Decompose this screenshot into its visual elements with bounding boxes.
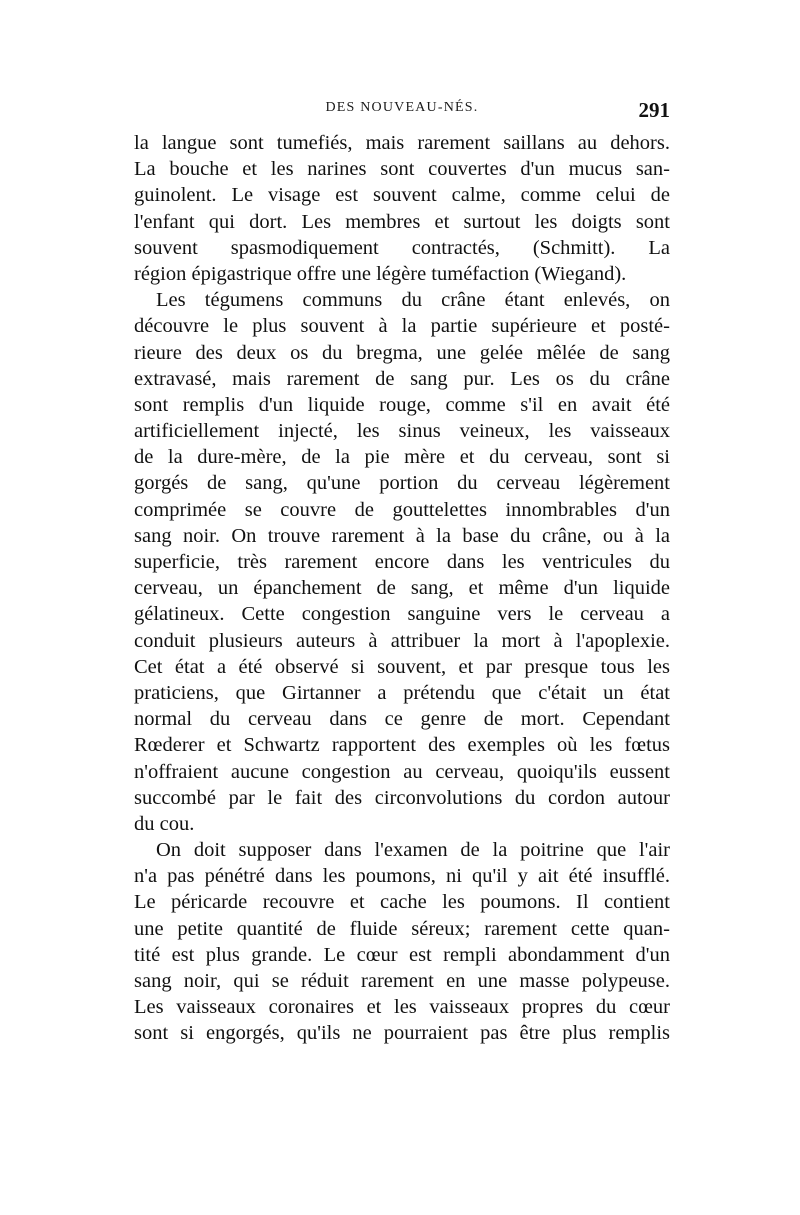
paragraph-2: [134, 287, 670, 837]
text-line: une petite quantité de fluide séreux; rarement cette quan-: [134, 917, 670, 940]
paragraph-3: [134, 837, 670, 1047]
text-line: La bouche et les narines sont couvertes d'un mucus san-: [134, 158, 670, 181]
text-line: praticiens, que Girtanner a prétendu que c'était un état: [134, 681, 670, 704]
text-line: Cet état a été observé si souvent, et par presque tous les: [134, 655, 670, 678]
text-line: superficie, très rarement encore dans les ventricules du: [134, 551, 670, 573]
text-line: sang noir. On trouve rarement à la base du crâne, ou à la: [134, 524, 670, 547]
text-line: sang noir, qui se réduit rarement en une masse polypeuse.: [134, 970, 670, 992]
text-line: Rœderer et Schwartz rapportent des exemples où les fœtus: [134, 734, 670, 757]
text-line: artificiellement injecté, les sinus veineux, les vaisseaux: [134, 420, 670, 443]
text-line: sont si engorgés, qu'ils ne pourraient pas être plus remplis: [134, 1022, 670, 1045]
text-line: rieure des deux os du bregma, une gelée mêlée de sang: [134, 341, 670, 364]
text-line: Les vaisseaux coronaires et les vaisseaux propres du cœur: [134, 996, 670, 1019]
text-line: n'offraient aucune congestion au cerveau, quoiqu'ils eussent: [134, 760, 670, 783]
text-line: l'enfant qui dort. Les membres et surtout les doigts sont: [134, 210, 670, 233]
text-line: Le péricarde recouvre et cache les poumons. Il contient: [134, 891, 670, 914]
text-line: n'a pas pénétré dans les poumons, ni qu'il y ait été insufflé.: [134, 865, 670, 888]
body-text: [134, 130, 670, 1047]
text-line: guinolent. Le visage est souvent calme, comme celui de: [134, 184, 670, 207]
text-line: de la dure-mère, de la pie mère et du cerveau, sont si: [134, 446, 670, 469]
running-head: [134, 98, 670, 128]
text-line: du cou.: [134, 812, 195, 835]
text-line: sont remplis d'un liquide rouge, comme s'il en avait été: [134, 393, 670, 416]
text-line: comprimée se couvre de gouttelettes innombrables d'un: [134, 498, 670, 521]
text-line: conduit plusieurs auteurs à attribuer la mort à l'apoplexie.: [134, 629, 670, 652]
text-line: gorgés de sang, qu'une portion du cerveau légèrement: [134, 472, 670, 495]
text-line: tité est plus grande. Le cœur est rempli abondamment d'un: [134, 943, 670, 966]
text-line: cerveau, un épanchement de sang, et même d'un liquide: [134, 577, 670, 600]
text-line: succombé par le fait des circonvolutions du cordon autour: [134, 786, 670, 809]
page-number: 291: [638, 98, 670, 122]
text-line: normal du cerveau dans ce genre de mort. Cependant: [134, 708, 670, 731]
text-line: souvent spasmodiquement contractés, (Schmitt). La: [134, 236, 670, 259]
text-line: la langue sont tumefiés, mais rarement saillans au dehors.: [134, 132, 670, 154]
text-line: On doit supposer dans l'examen de la poitrine que l'air: [156, 839, 670, 862]
text-line: région épigastrique offre une légère tuméfaction (Wiegand).: [134, 262, 627, 285]
text-line: découvre le plus souvent à la partie supérieure et posté-: [134, 315, 670, 338]
text-line: extravasé, mais rarement de sang pur. Les os du crâne: [134, 367, 670, 390]
running-title: DES NOUVEAU-NÉS.: [325, 100, 479, 115]
text-line: Les tégumens communs du crâne étant enlevés, on: [156, 289, 670, 312]
text-line: gélatineux. Cette congestion sanguine vers le cerveau a: [134, 603, 670, 626]
paragraph-1: [134, 130, 670, 287]
